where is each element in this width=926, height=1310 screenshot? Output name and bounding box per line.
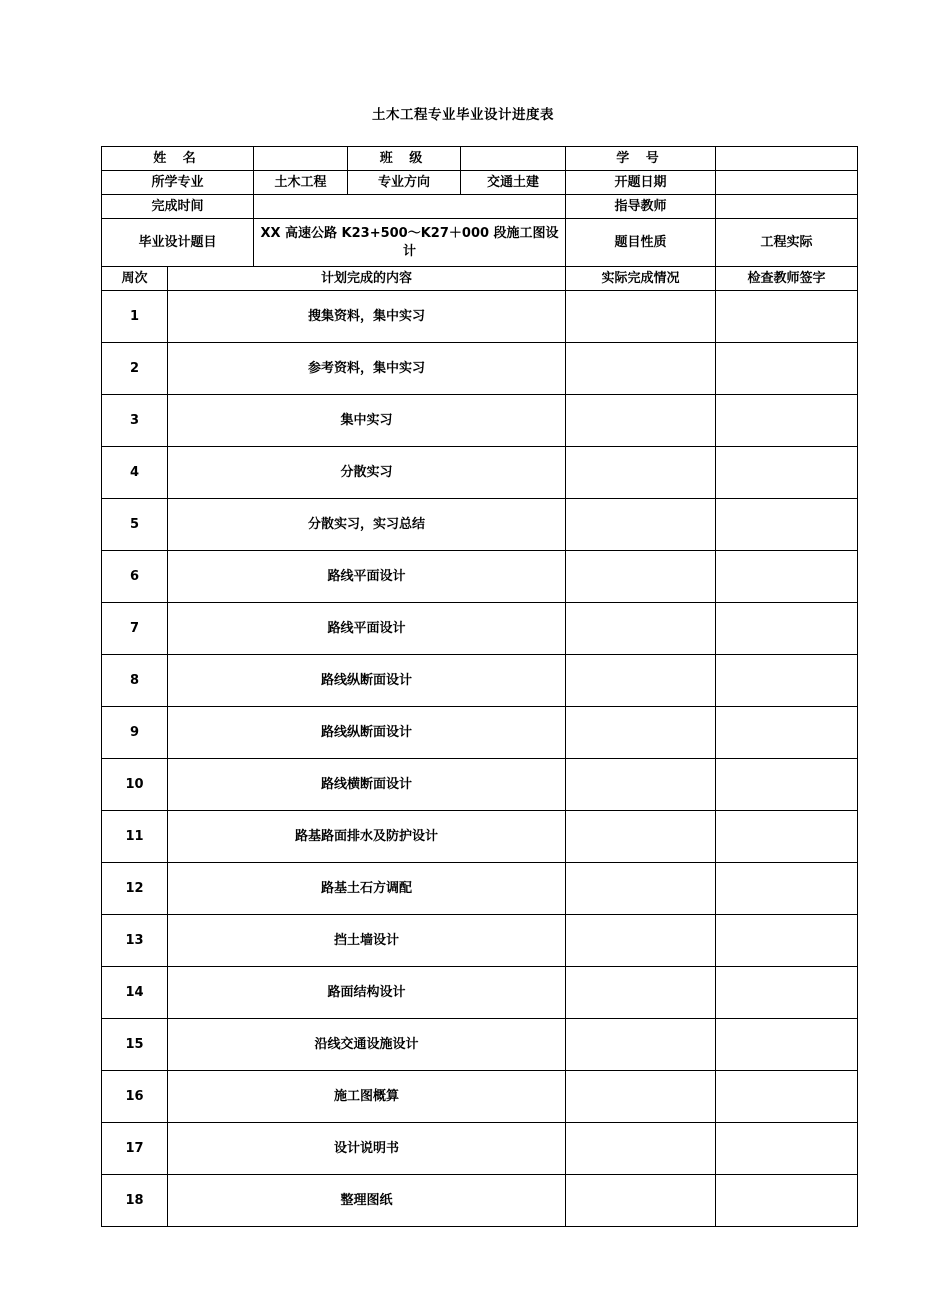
cell-plan: 路线纵断面设计 (168, 655, 566, 707)
table-row (102, 1123, 858, 1175)
cell-week: 17 (102, 1123, 168, 1175)
label-major: 所学专业 (102, 171, 254, 195)
cell-signature[interactable] (716, 707, 858, 759)
column-header-week: 周次 (102, 267, 168, 291)
table-row (102, 707, 858, 759)
cell-week: 10 (102, 759, 168, 811)
label-topic-nature: 题目性质 (566, 219, 716, 267)
table-row (102, 967, 858, 1019)
table-row-topic (102, 219, 858, 267)
column-header-actual: 实际完成情况 (566, 267, 716, 291)
cell-signature[interactable] (716, 1071, 858, 1123)
cell-actual[interactable] (566, 811, 716, 863)
cell-plan: 搜集资料，集中实习 (168, 291, 566, 343)
cell-signature[interactable] (716, 395, 858, 447)
table-row-finish-time (102, 195, 858, 219)
cell-actual[interactable] (566, 1071, 716, 1123)
cell-plan: 分散实习，实习总结 (168, 499, 566, 551)
cell-week: 6 (102, 551, 168, 603)
value-student-id[interactable] (716, 147, 858, 171)
value-class[interactable] (461, 147, 566, 171)
cell-signature[interactable] (716, 499, 858, 551)
cell-week: 14 (102, 967, 168, 1019)
label-topic: 毕业设计题目 (102, 219, 254, 267)
cell-week: 9 (102, 707, 168, 759)
cell-plan: 路线横断面设计 (168, 759, 566, 811)
cell-week: 5 (102, 499, 168, 551)
cell-week: 16 (102, 1071, 168, 1123)
cell-plan: 路线平面设计 (168, 603, 566, 655)
label-advisor: 指导教师 (566, 195, 716, 219)
cell-week: 18 (102, 1175, 168, 1227)
cell-actual[interactable] (566, 447, 716, 499)
cell-plan: 路面结构设计 (168, 967, 566, 1019)
cell-actual[interactable] (566, 291, 716, 343)
value-name[interactable] (254, 147, 348, 171)
table-row (102, 1019, 858, 1071)
cell-week: 13 (102, 915, 168, 967)
table-row (102, 291, 858, 343)
cell-week: 15 (102, 1019, 168, 1071)
label-class: 班 级 (348, 147, 461, 171)
table-header-row (102, 267, 858, 291)
table-row-major (102, 171, 858, 195)
cell-actual[interactable] (566, 863, 716, 915)
table-row-name (102, 147, 858, 171)
label-start-date: 开题日期 (566, 171, 716, 195)
label-direction: 专业方向 (348, 171, 461, 195)
column-header-plan: 计划完成的内容 (168, 267, 566, 291)
cell-actual[interactable] (566, 967, 716, 1019)
table-row (102, 759, 858, 811)
table-row (102, 915, 858, 967)
cell-signature[interactable] (716, 603, 858, 655)
value-finish-time[interactable] (254, 195, 566, 219)
cell-actual[interactable] (566, 1019, 716, 1071)
table-row (102, 551, 858, 603)
cell-signature[interactable] (716, 447, 858, 499)
cell-plan: 路基路面排水及防护设计 (168, 811, 566, 863)
table-row (102, 499, 858, 551)
progress-schedule-table (101, 146, 858, 1227)
cell-signature[interactable] (716, 291, 858, 343)
cell-plan: 路基土石方调配 (168, 863, 566, 915)
cell-plan: 设计说明书 (168, 1123, 566, 1175)
cell-signature[interactable] (716, 1019, 858, 1071)
cell-plan: 路线平面设计 (168, 551, 566, 603)
cell-actual[interactable] (566, 707, 716, 759)
cell-week: 12 (102, 863, 168, 915)
cell-signature[interactable] (716, 863, 858, 915)
cell-actual[interactable] (566, 915, 716, 967)
label-name: 姓 名 (102, 147, 254, 171)
cell-plan: 参考资料，集中实习 (168, 343, 566, 395)
cell-week: 3 (102, 395, 168, 447)
cell-signature[interactable] (716, 759, 858, 811)
label-finish-time: 完成时间 (102, 195, 254, 219)
table-row (102, 1175, 858, 1227)
table-row (102, 395, 858, 447)
cell-plan: 路线纵断面设计 (168, 707, 566, 759)
table-row (102, 655, 858, 707)
cell-actual[interactable] (566, 655, 716, 707)
cell-plan: 集中实习 (168, 395, 566, 447)
cell-actual[interactable] (566, 551, 716, 603)
cell-actual[interactable] (566, 759, 716, 811)
cell-week: 7 (102, 603, 168, 655)
cell-plan: 沿线交通设施设计 (168, 1019, 566, 1071)
cell-week: 8 (102, 655, 168, 707)
value-topic[interactable]: XX 高速公路 K23+500～K27＋000 段施工图设计 (254, 219, 566, 267)
cell-signature[interactable] (716, 967, 858, 1019)
value-major[interactable]: 土木工程 (254, 171, 348, 195)
cell-signature[interactable] (716, 1123, 858, 1175)
cell-actual[interactable] (566, 343, 716, 395)
table-row (102, 1071, 858, 1123)
cell-signature[interactable] (716, 655, 858, 707)
cell-week: 2 (102, 343, 168, 395)
cell-plan: 挡土墙设计 (168, 915, 566, 967)
cell-week: 11 (102, 811, 168, 863)
cell-signature[interactable] (716, 811, 858, 863)
column-header-signature: 检查教师签字 (716, 267, 858, 291)
cell-plan: 分散实习 (168, 447, 566, 499)
value-advisor[interactable] (716, 195, 858, 219)
table-row (102, 863, 858, 915)
cell-plan: 施工图概算 (168, 1071, 566, 1123)
value-topic-nature[interactable]: 工程实际 (716, 219, 858, 267)
cell-actual[interactable] (566, 603, 716, 655)
cell-week: 4 (102, 447, 168, 499)
page-title: 土木工程专业毕业设计进度表 (372, 107, 554, 123)
cell-signature[interactable] (716, 1175, 858, 1227)
value-start-date[interactable] (716, 171, 858, 195)
cell-actual[interactable] (566, 499, 716, 551)
cell-signature[interactable] (716, 551, 858, 603)
cell-signature[interactable] (716, 343, 858, 395)
value-direction[interactable]: 交通土建 (461, 171, 566, 195)
table-row (102, 811, 858, 863)
cell-plan: 整理图纸 (168, 1175, 566, 1227)
table-row (102, 603, 858, 655)
table-row (102, 343, 858, 395)
table-row (102, 447, 858, 499)
cell-actual[interactable] (566, 1123, 716, 1175)
cell-actual[interactable] (566, 395, 716, 447)
cell-actual[interactable] (566, 1175, 716, 1227)
cell-week: 1 (102, 291, 168, 343)
cell-signature[interactable] (716, 915, 858, 967)
label-student-id: 学 号 (566, 147, 716, 171)
